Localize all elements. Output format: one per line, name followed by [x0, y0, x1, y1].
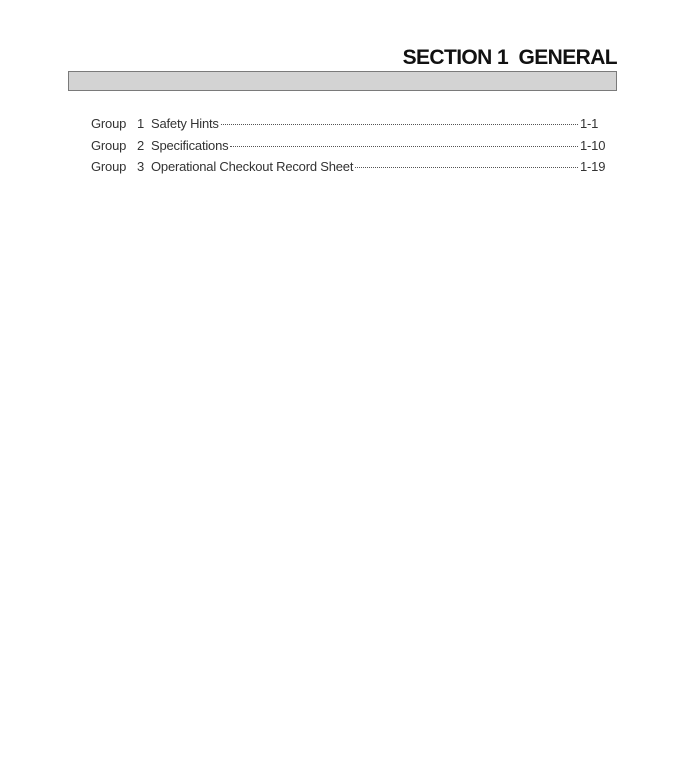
toc-group-label: Group — [91, 116, 127, 131]
section-header-bar — [68, 71, 617, 91]
toc-group-number: 2 — [137, 137, 145, 153]
toc-entry-safety-hints[interactable] — [91, 116, 606, 138]
toc-entry-specifications[interactable] — [91, 138, 606, 160]
table-of-contents — [91, 116, 606, 181]
toc-entry-operational-checkout[interactable] — [91, 159, 606, 181]
toc-page-number: 1-1 — [580, 116, 599, 131]
section-title: SECTION 1 GENERAL — [402, 46, 617, 69]
toc-dot-leader — [355, 167, 578, 168]
toc-group-label: Group — [91, 159, 127, 174]
toc-group-label: Group — [91, 137, 127, 153]
toc-dot-leader — [230, 146, 578, 147]
toc-page-number: 1-19 — [580, 159, 606, 174]
toc-entry-title: Safety Hints — [151, 116, 219, 131]
toc-group-number: 3 — [137, 159, 145, 174]
toc-group-number: 1 — [137, 116, 145, 131]
toc-dot-leader — [221, 124, 578, 125]
toc-page-number: 1-10 — [580, 137, 606, 153]
toc-entry-title: Specifications — [151, 137, 229, 153]
toc-entry-title: Operational Checkout Record Sheet — [151, 159, 354, 174]
